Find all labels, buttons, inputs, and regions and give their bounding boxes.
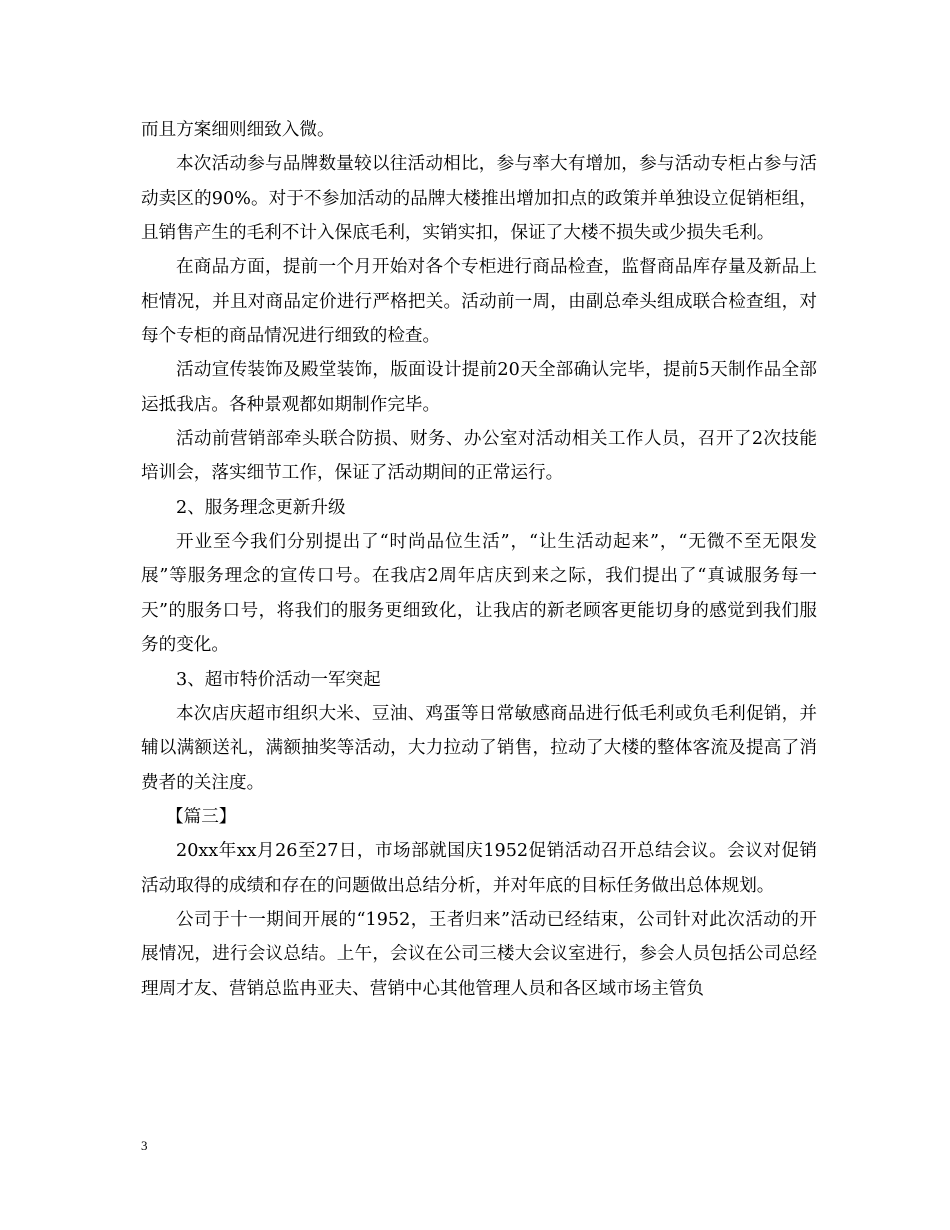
paragraph-scheme-details: 而且方案细则细致入微。 <box>141 120 335 140</box>
paragraph-summary-meeting: 20xx年xx月26至27日，市场部就国庆1952促销活动召开总结会议。会议对促销活动取得的成绩和存在的问题做出总结分析，并对年底的目标任务做出总体规划。 <box>141 841 817 896</box>
document-body <box>141 113 817 1006</box>
paragraph-product-inspection: 在商品方面，提前一个月开始对各个专柜进行商品检查，监督商品库存量及新品上柜情况，并且对商品定价进行严格把关。活动前一周，由副总牵头组成联合检查组，对每个专柜的商品情况进行细致的检查。 <box>141 257 817 347</box>
heading-service-concept: 2、服务理念更新升级 <box>176 497 346 518</box>
paragraph-campaign-review: 公司于十一期间开展的“1952，王者归来”活动已经结束，公司针对此次活动的开展情况，进行会议总结。上午，会议在公司三楼大会议室进行，参会人员包括公司总经理周才友、营销总监冉亚夫、营销中心其他管理人员和各区域市场主管负 <box>141 909 817 999</box>
paragraph-service-slogans: 开业至今我们分别提出了“时尚品位生活”，“让生活动起来”，“无微不至无限发展”等服务理念的宣传口号。在我店2周年店庆到来之际，我们提出了“真诚服务每一天”的服务口号，将我们的服务更细致化，让我店的新老顾客更能切身的感觉到我们服务的变化。 <box>141 532 817 656</box>
section-title-part-three: 【篇三】 <box>166 806 237 827</box>
paragraph-brand-participation: 本次活动参与品牌数量较以往活动相比，参与率大有增加，参与活动专柜占参与活动卖区的90%。对于不参加活动的品牌大楼推出增加扣点的政策并单独设立促销柜组，且销售产生的毛利不计入保底毛利，实销实扣，保证了大楼不损失或少损失毛利。 <box>141 154 817 244</box>
paragraph-supermarket-promotion: 本次店庆超市组织大米、豆油、鸡蛋等日常敏感商品进行低毛利或负毛利促销，并辅以满额送礼，满额抽奖等活动，大力拉动了销售，拉动了大楼的整体客流及提高了消费者的关注度。 <box>141 703 817 793</box>
paragraph-training: 活动前营销部牵头联合防损、财务、办公室对活动相关工作人员，召开了2次技能培训会，落实细节工作，保证了活动期间的正常运行。 <box>141 429 817 484</box>
page-number: 3 <box>141 1138 148 1153</box>
heading-supermarket-specials: 3、超市特价活动一军突起 <box>176 669 381 690</box>
paragraph-decoration: 活动宣传装饰及殿堂装饰，版面设计提前20天全部确认完毕，提前5天制作品全部运抵我店。各种景观都如期制作完毕。 <box>141 360 817 415</box>
